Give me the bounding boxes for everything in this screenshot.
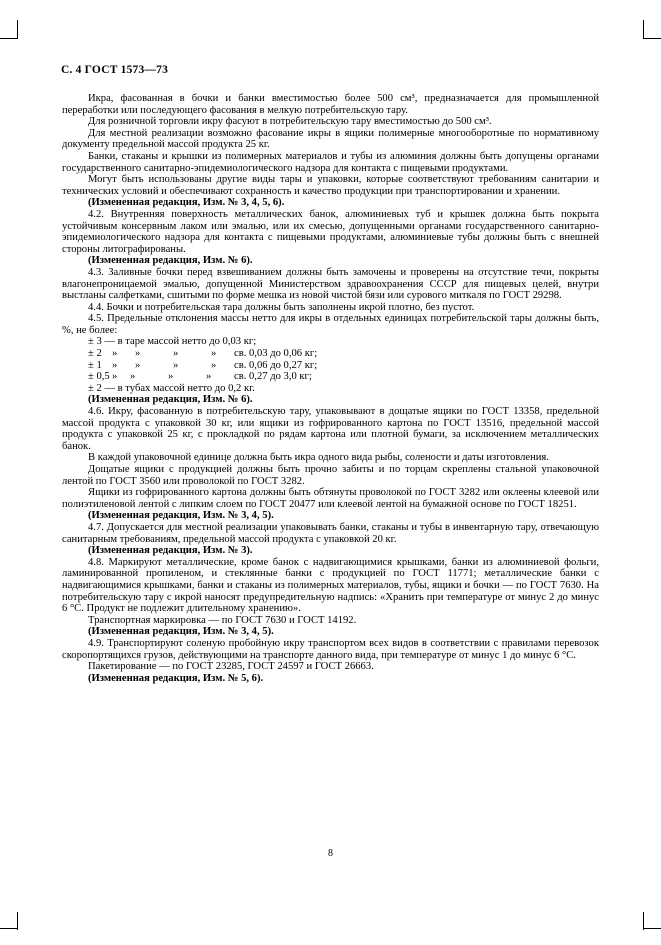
crop-mark-top-left bbox=[0, 38, 18, 39]
crop-mark-bottom-left-v bbox=[17, 912, 18, 930]
tolerance-row: ± 1 » » » » св. 0,06 до 0,27 кг; bbox=[88, 359, 318, 371]
amendment-note: (Измененная редакция, Изм. № 3, 4, 5). bbox=[88, 626, 274, 638]
amendment-note: (Измененная редакция, Изм. № 3, 4, 5). bbox=[88, 510, 274, 522]
paragraph: Икра, фасованная в бочки и банки вместимостью более 500 см³, предназначается для промышленной переработки или последующего фасования в мелкую потребительскую тару. bbox=[62, 93, 599, 116]
amendment-note: (Измененная редакция, Изм. № 5, 6). bbox=[88, 672, 264, 684]
page-number: 8 bbox=[328, 848, 333, 859]
tolerance-row: ± 2 » » » » св. 0,03 до 0,06 кг; bbox=[88, 348, 318, 360]
paragraph: Для местной реализации возможно фасование икры в ящики полимерные многооборотные по нормативному документу предельной массой продукта 25 кг. bbox=[62, 127, 599, 151]
paragraph-4-8: 4.8. Маркируют металлические, кроме банок с надвигающимися крышками, банки из алюминиевой фольги, ламинированной пропиленом, и стеклянные банки с продукцией по ГОСТ 11771; металлические банки с надвигающимися крышками, банки и стаканы из полимерных материалов, тубы, ящики и бочки — по ГОСТ 7630. На потребительскую тару с икрой наносят предупредительную надпись: «Хранить при температуре от минус 2 до минус 6 °С. Продукт не подлежит длительному хранению». bbox=[62, 556, 599, 615]
paragraph: Пакетирование — по ГОСТ 23285, ГОСТ 24597 и ГОСТ 26663. bbox=[88, 661, 374, 673]
crop-mark-top-right-v bbox=[643, 20, 644, 38]
paragraph-4-7: 4.7. Допускается для местной реализации упаковывать банки, стаканы и тубы в инвентарную тару, отвечающую санитарным требованиям, предельной массой продукта с упаковкой 20 кг. bbox=[62, 521, 599, 545]
paragraph-4-2: 4.2. Внутренняя поверхность металлических банок, алюминиевых туб и крышек должна быть покрыта устойчивым консервным лаком или эмалью, или их смесью, допущенными органами государственного санитарно-эпидемиологического надзора для контакта с пищевыми продуктами, алюминиевые тубы должны быть с внешней стороны литографированы. bbox=[62, 208, 599, 255]
tolerance-line-first: ± 3 — в таре массой нетто до 0,03 кг; bbox=[88, 336, 257, 348]
amendment-note: (Измененная редакция, Изм. № 6). bbox=[88, 394, 253, 406]
amendment-note: (Измененная редакция, Изм. № 6). bbox=[88, 255, 253, 267]
crop-mark-top-right bbox=[643, 38, 661, 39]
page-header: С. 4 ГОСТ 1573—73 bbox=[61, 64, 169, 76]
paragraph: Банки, стаканы и крышки из полимерных материалов и тубы из алюминия должны быть допущены органами государственного санитарно-эпидемиологического надзора для контакта с пищевыми продуктами. bbox=[62, 150, 599, 174]
paragraph-4-6: 4.6. Икру, фасованную в потребительскую тару, упаковывают в дощатые ящики по ГОСТ 13358, предельной массой продукта с упаковкой 30 кг, или ящики из гофрированного картона по ГОСТ 13516, предельной массой продукта с упаковкой 25 кг, с прокладкой по рядам картона или плотной бумаги, за исключением металлических банок. bbox=[62, 406, 599, 452]
paragraph: Ящики из гофрированного картона должны быть обтянуты проволокой по ГОСТ 3282 или оклеены клеевой или полиэтиленовой лентой с липким слоем по ГОСТ 20477 или клеевой лентой на бумажной основе по ГОСТ 18251. bbox=[62, 487, 599, 510]
tolerance-row: ± 0,5 » » » » св. 0,27 до 3,0 кг; bbox=[88, 371, 312, 383]
crop-mark-bottom-right-v bbox=[643, 912, 644, 930]
paragraph-4-4: 4.4. Бочки и потребительская тара должны быть заполнены икрой плотно, без пустот. bbox=[88, 301, 475, 313]
crop-mark-top-left-v bbox=[17, 20, 18, 38]
document-body bbox=[62, 93, 599, 684]
paragraph: В каждой упаковочной единице должна быть икра одного вида рыбы, солености и даты изготовления. bbox=[88, 452, 549, 464]
paragraph: Для розничной торговли икру фасуют в потребительскую тару вместимостью до 500 см³. bbox=[88, 116, 492, 128]
crop-mark-bottom-left bbox=[0, 928, 18, 929]
amendment-note: (Измененная редакция, Изм. № 3). bbox=[88, 545, 253, 557]
amendment-note: (Измененная редакция, Изм. № 3, 4, 5, 6). bbox=[88, 197, 285, 209]
paragraph: Транспортная маркировка — по ГОСТ 7630 и ГОСТ 14192. bbox=[88, 614, 357, 626]
crop-mark-bottom-right bbox=[643, 928, 661, 929]
paragraph-4-5: 4.5. Предельные отклонения массы нетто для икры в отдельных единицах потребительской тары должны быть, %, не более: bbox=[62, 313, 599, 336]
paragraph-4-9: 4.9. Транспортируют соленую пробойную икру транспортом всех видов в соответствии с правилами перевозок скоропортящихся грузов, действующими на транспорте данного вида, при температуре от минус 1 до минус 6 °С. bbox=[62, 637, 599, 661]
tolerance-line-last: ± 2 — в тубах массой нетто до 0,2 кг. bbox=[88, 382, 255, 394]
paragraph: Дощатые ящики с продукцией должны быть прочно забиты и по торцам скреплены стальной упаковочной лентой по ГОСТ 3560 или проволокой по ГОСТ 3282. bbox=[62, 464, 599, 487]
paragraph-4-3: 4.3. Заливные бочки перед взвешиванием должны быть замочены и проверены на отсутствие течи, покрыты влагонепроницаемой эмалью, допущенной Министерством здравоохранения СССР для пищевых целей, внутри выстланы салфетками, сшитыми по форме мешка из новой чистой бязи или сурового миткаля по ГОСТ 29298. bbox=[62, 266, 599, 302]
paragraph: Могут быть использованы другие виды тары и упаковки, которые соответствуют требованиям санитарии и технических условий и обеспечивают сохранность и качество продукции при транспортировании и хранении. bbox=[62, 174, 599, 197]
